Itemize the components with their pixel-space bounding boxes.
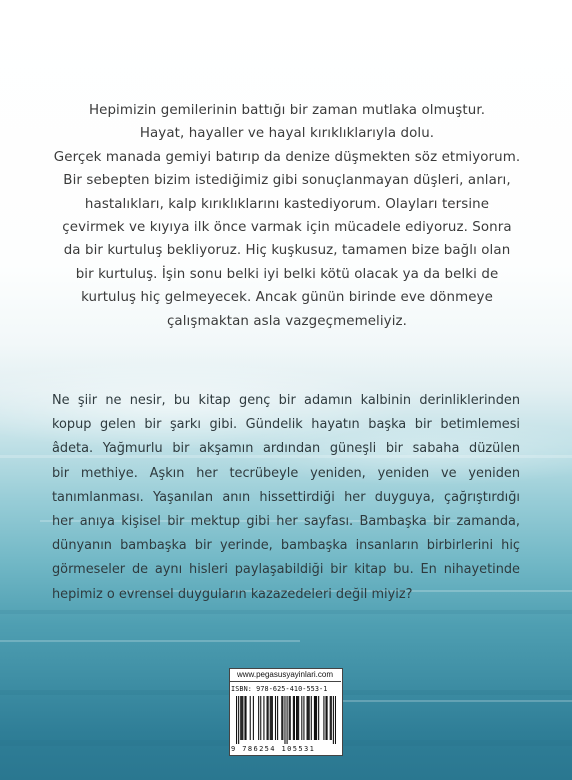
barcode-bar xyxy=(270,696,271,740)
barcode-bar xyxy=(281,696,282,740)
intro-line: Hepimizin gemilerinin battığı bir zaman mutlaka olmuştur. xyxy=(88,103,486,118)
intro-line: çevirmek ve kıyıya ilk önce varmak için mücadele ediyoruz. Sonra xyxy=(62,220,512,236)
barcode-bar xyxy=(250,696,251,740)
barcode-bar xyxy=(327,696,328,740)
body-line: görmeseler de aynı hisleri paylaşabildiği bir kitap bu. En nihayetinde xyxy=(52,562,520,578)
barcode-bar xyxy=(293,696,294,740)
barcode-bar xyxy=(242,696,243,740)
barcode-bar xyxy=(307,696,308,740)
body-line: âdeta. Yağmurlu bir akşamın ardından güneşli bir sabaha düzülen xyxy=(52,441,520,457)
barcode-bars xyxy=(236,696,336,744)
barcode-bar xyxy=(277,696,278,740)
barcode-bar xyxy=(253,696,254,740)
intro-line: kurtuluş hiç gelmeyecek. Ancak günün birinde eve dönmeye xyxy=(81,290,493,306)
intro-line: çalışmaktan asla vazgeçmemeliyiz. xyxy=(166,313,408,329)
barcode-bar xyxy=(303,696,304,740)
barcode-bar xyxy=(301,696,302,740)
body-line: dünyanın bambaşka bir yerinde, bambaşka insanların birbirlerini hiç xyxy=(52,538,520,554)
barcode-bar xyxy=(323,696,324,740)
barcode-bar xyxy=(314,696,315,740)
barcode-bar xyxy=(287,696,288,744)
intro-paragraph xyxy=(52,99,522,333)
barcode-bar xyxy=(282,696,283,740)
barcode-bar xyxy=(316,696,317,740)
barcode-bar xyxy=(267,696,268,740)
barcode-bar xyxy=(308,696,309,740)
barcode-bar xyxy=(311,696,312,740)
barcode-bar xyxy=(331,696,332,740)
intro-line: Bir sebepten bizim istediğimiz gibi sonuçlanmayan düşleri, anları, xyxy=(63,173,511,189)
publisher-url: www.pegasusyayinlari.com xyxy=(229,668,341,682)
barcode-bar xyxy=(294,696,295,740)
ean-digits: 9 786254 105531 xyxy=(231,745,316,753)
barcode-bar xyxy=(325,696,326,740)
barcode-bar xyxy=(263,696,264,740)
barcode-bar xyxy=(260,696,261,740)
barcode-bar xyxy=(272,696,273,740)
body-paragraph xyxy=(52,389,520,607)
body-line: Ne şiir ne nesir, bu kitap genç bir adamın kalbinin derinliklerinden xyxy=(52,393,520,408)
barcode-bar xyxy=(318,696,319,740)
barcode-bar xyxy=(296,696,297,740)
intro-line: Gerçek manada gemiyi batırıp da denize düşmekten söz etmiyorum. xyxy=(53,149,521,165)
barcode-bar xyxy=(238,696,239,744)
barcode-bar xyxy=(275,696,276,740)
body-line: hepimiz o evrensel duyguların kazazedeleri değil miyiz? xyxy=(52,586,413,602)
barcode-bar xyxy=(315,696,316,740)
barcode-bar xyxy=(335,696,336,744)
barcode-bar xyxy=(241,696,242,740)
barcode-bar xyxy=(290,696,291,740)
intro-line: hastalıkları, kalp kırıklıklarını kastediyorum. Olayları tersine xyxy=(84,196,490,212)
barcode-bar xyxy=(244,696,245,740)
isbn-label: ISBN: 978-625-410-553-1 xyxy=(231,685,328,693)
body-line: bir methiye. Aşkın her tecrübeyle yeniden, yeniden ve yeniden xyxy=(52,465,520,481)
barcode-bar xyxy=(284,696,285,744)
barcode-bar xyxy=(258,696,259,740)
barcode-bar xyxy=(240,696,241,740)
intro-line: bir kurtuluş. İşin sonu belki iyi belki kötü olacak ya da belki de xyxy=(75,266,499,282)
barcode-bar xyxy=(309,696,310,740)
body-line: tanımlanması. Yaşanılan anın hissettirdiği her duyguya, çağrıştırdığı xyxy=(52,489,520,505)
barcode-bar xyxy=(330,696,331,740)
barcode-bar xyxy=(236,696,237,744)
intro-line: Hayat, hayaller ve hayal kırıklıklarıyla dolu. xyxy=(139,126,435,142)
body-line: her anıya kişisel bir mektup gibi her sayfası. Bambaşka bir zamanda, xyxy=(52,514,520,530)
barcode-bar xyxy=(298,696,299,740)
intro-line: da bir kurtuluş bekliyoruz. Hiç kuşkusuz, tamamen bize bağlı olan xyxy=(63,243,511,259)
barcode-bar xyxy=(297,696,298,740)
body-line: kopup gelen bir şarkı gibi. Gündelik hayatın başka bir betimlemesi xyxy=(52,417,520,433)
barcode-bar xyxy=(271,696,272,740)
barcode-bar xyxy=(268,696,269,740)
barcode-bar xyxy=(245,696,246,740)
barcode-bar xyxy=(289,696,290,740)
barcode-bar xyxy=(333,696,334,744)
